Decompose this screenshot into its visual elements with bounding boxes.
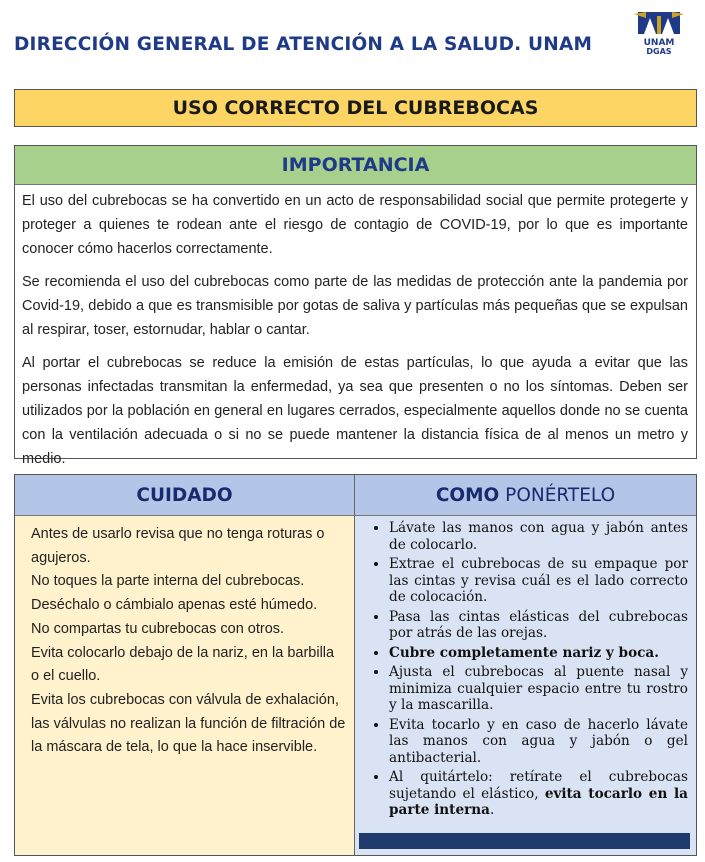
howto-step: • Ajusta el cubrebocas al puente nasal y minimiza cualquier espacio entre tu rostro y la mascarilla. (389, 664, 688, 714)
howto-heading-rest: PONÉRTELO (499, 484, 616, 506)
howto-last-plain: Al quitártelo: retírate el cubrebocas sujetando el elástico, (389, 769, 688, 802)
dgas-unam-logo-icon (632, 8, 686, 56)
care-item: Evita los cubrebocas con válvula de exhalación, las válvulas no realizan la función de filtración de la máscara de tela, lo que la hace inservible. (31, 691, 346, 756)
howto-heading-bold: COMO (435, 484, 500, 506)
howto-step: • Lávate las manos con agua y jabón antes de colocarlo. (389, 520, 688, 553)
care-column (15, 475, 355, 855)
importance-paragraph: Se recomienda el uso del cubrebocas como parte de las medidas de protección ante la pandemia por Covid-19, debido a que es transmisible por gotas de saliva y partículas más pequeñas que se expulsan al respirar, toser, estornudar, hablar o cantar. (22, 274, 688, 338)
care-heading: CUIDADO (136, 484, 233, 506)
howto-step: • Evita tocarlo y en caso de hacerlo lávate las manos con agua y jabón o gel antibacterial. (389, 717, 688, 767)
howto-last-end: . (489, 802, 495, 818)
howto-step: • Extrae el cubrebocas de su empaque por las cintas y revisa cuál es el lado correcto de colocación. (389, 556, 688, 606)
care-item: No compartas tu cubrebocas con otros. (31, 620, 285, 637)
howto-column (355, 475, 696, 855)
importance-section (14, 145, 697, 467)
howto-header (355, 475, 696, 516)
header-title: DIRECCIÓN GENERAL DE ATENCIÓN A LA SALUD. UNAM (14, 34, 593, 55)
logo-line2: DGAS (646, 47, 672, 56)
importance-body (15, 185, 696, 471)
importance-paragraph: El uso del cubrebocas se ha convertido en un acto de responsabilidad social que permite protegerte y proteger a quienes te rodean ante el riesgo de contagio de COVID-19, por lo que es importante conocer cómo hacerlos correctamente. (22, 193, 688, 257)
care-and-howto-table (14, 474, 697, 856)
howto-step-emphasis: • Cubre completamente nariz y boca. (389, 645, 688, 662)
howto-step-last (389, 769, 688, 819)
howto-last-bold: evita tocarlo en la parte interna (389, 785, 688, 818)
care-item: Evita colocarlo debajo de la nariz, en la barbilla o el cuello. (31, 644, 335, 685)
care-header (15, 475, 354, 516)
howto-step: • Pasa las cintas elásticas del cubrebocas por atrás de las orejas. (389, 609, 688, 642)
importance-paragraph: Al portar el cubrebocas se reduce la emisión de estas partículas, lo que ayuda a evitar que las personas infectadas transmitan la enfermedad, ya sea que presenten o no los síntomas. Deben ser utilizados por la población en general en lugares cerrados, especialmente aquellos donde no se cuenta con la ventilación adecuada o si no se puede mantener la distancia física de al menos un metro y medio. (22, 355, 688, 467)
care-list (15, 516, 354, 760)
main-title: USO CORRECTO DEL CUBREBOCAS (172, 97, 539, 119)
decorative-bar (359, 833, 690, 849)
howto-steps (355, 516, 696, 819)
care-item: No toques la parte interna del cubrebocas. (31, 573, 305, 590)
logo-line1: UNAM (643, 38, 675, 48)
care-item: Antes de usarlo revisa que no tenga roturas o agujeros. (31, 526, 325, 566)
main-title-box (14, 89, 697, 127)
care-item: Deséchalo o cámbialo apenas esté húmedo. (31, 597, 318, 614)
importance-heading: IMPORTANCIA (281, 154, 430, 176)
importance-header (15, 146, 696, 185)
